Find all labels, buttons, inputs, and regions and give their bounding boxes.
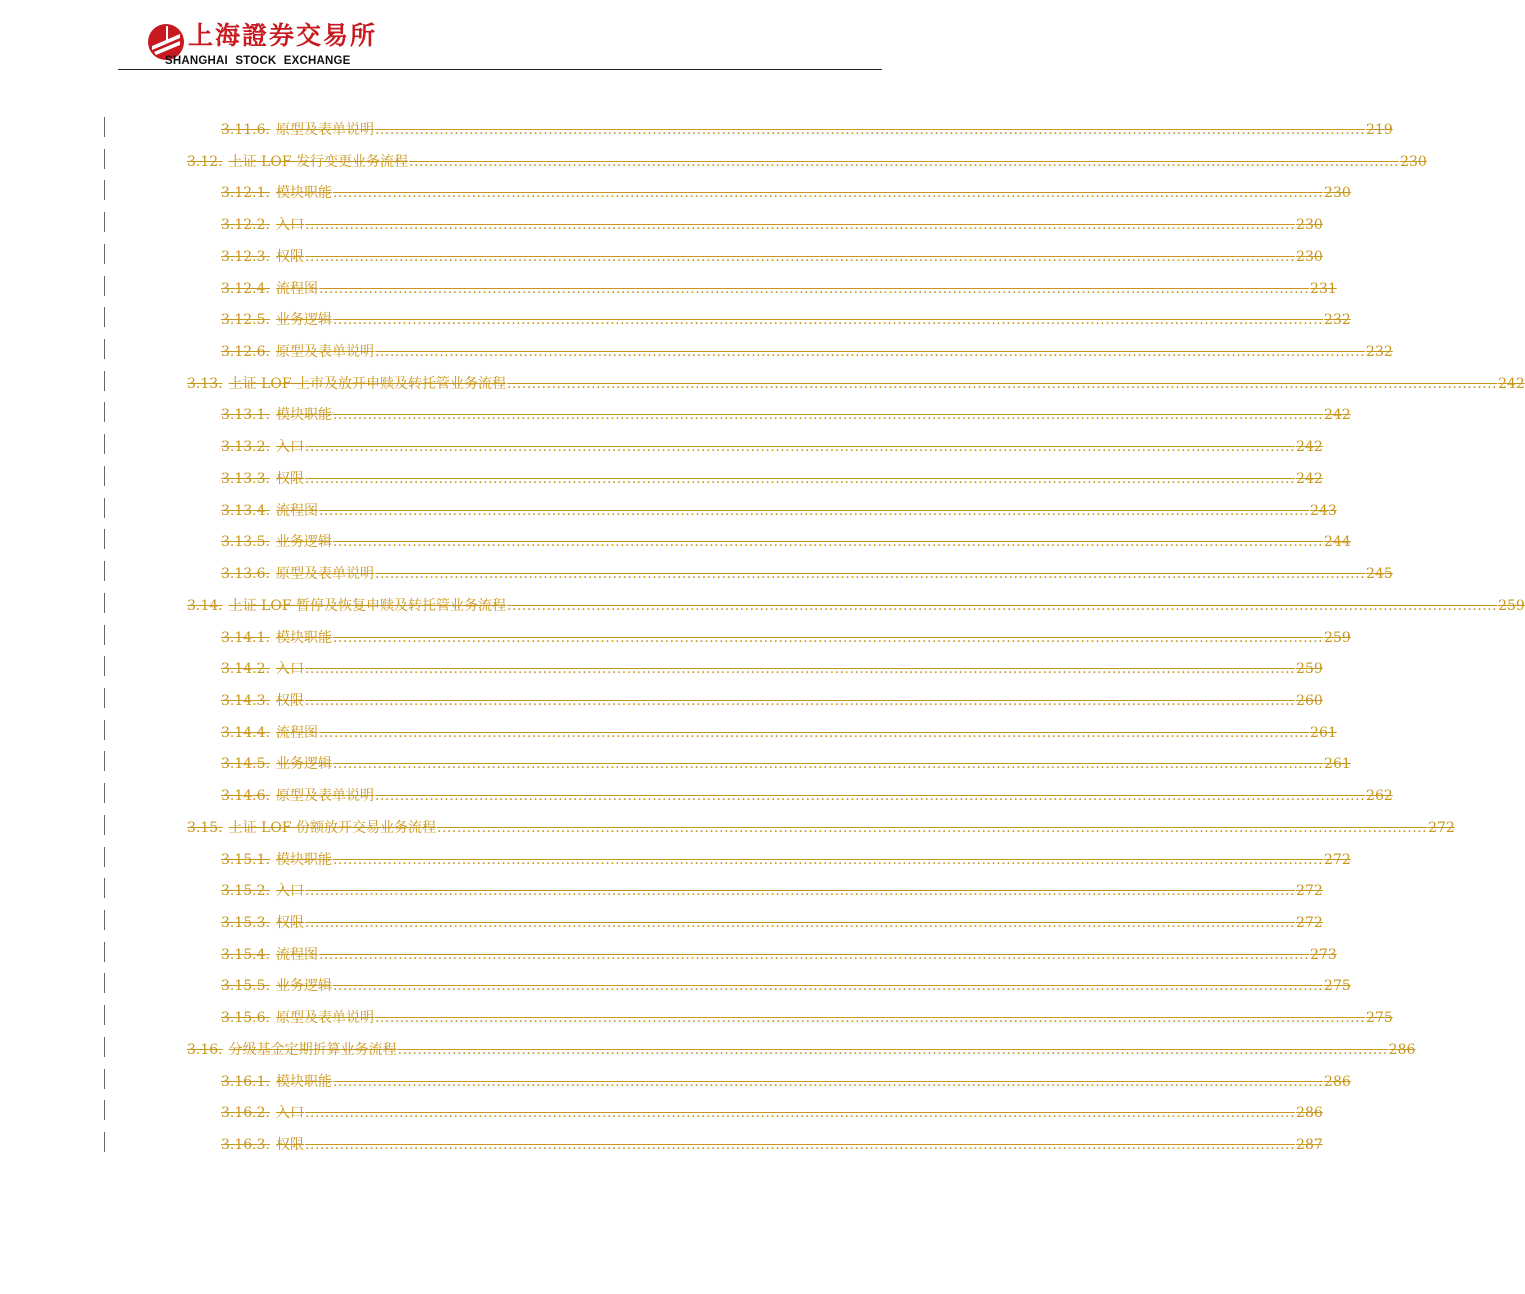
toc-entry-number: 3.15. xyxy=(187,819,223,836)
toc-row xyxy=(0,334,1393,366)
toc-entry-page-number: 232 xyxy=(1324,312,1351,329)
toc-entry-number: 3.13.5. xyxy=(221,534,270,551)
toc-entry-number: 3.16.2. xyxy=(221,1105,270,1122)
revision-change-bar xyxy=(104,656,105,676)
toc-entry-title: 入口 xyxy=(275,883,304,900)
toc-entry-page-number: 287 xyxy=(1296,1137,1323,1154)
toc-entry-title: 原型及表单说明 xyxy=(275,1010,374,1027)
toc-row xyxy=(0,271,1337,303)
toc-entry-link[interactable] xyxy=(221,910,1323,932)
toc-entry-number: 3.12.5. xyxy=(221,312,270,329)
toc-entry-link[interactable] xyxy=(221,244,1323,266)
toc-dot-leader: ........................................................................................................................................................................................................ xyxy=(374,122,1366,138)
toc-row xyxy=(0,715,1337,747)
toc-entry-title: 业务逻辑 xyxy=(275,756,332,773)
toc-row xyxy=(0,524,1351,556)
toc-entry-page-number: 259 xyxy=(1324,629,1351,646)
toc-row xyxy=(0,1064,1351,1096)
toc-entry-page-number: 230 xyxy=(1324,185,1351,202)
toc-entry-title: 入口 xyxy=(275,661,304,678)
toc-entry-title: 业务逻辑 xyxy=(275,978,332,995)
revision-change-bar xyxy=(104,1069,105,1089)
toc-row xyxy=(0,588,1525,620)
toc-row xyxy=(0,112,1393,144)
toc-dot-leader: ........................................................................................................................................................................................................ xyxy=(332,756,1324,773)
toc-row xyxy=(0,810,1455,842)
toc-entry-number: 3.15.3. xyxy=(221,915,270,931)
toc-entry-link[interactable] xyxy=(221,402,1351,424)
toc-row xyxy=(0,397,1351,429)
toc-entry-link[interactable] xyxy=(221,1069,1351,1091)
toc-row xyxy=(0,683,1323,715)
toc-entry-title: 上证 LOF 份额放开交易业务流程 xyxy=(228,819,437,836)
toc-dot-leader: ........................................................................................................................................................................................................ xyxy=(332,851,1324,868)
toc-dot-leader: ........................................................................................................................................................................................................ xyxy=(304,439,1296,456)
toc-entry-link[interactable] xyxy=(221,276,1337,298)
toc-entry-page-number: 261 xyxy=(1324,756,1351,773)
toc-entry-page-number: 272 xyxy=(1296,883,1323,900)
toc-entry-page-number: 230 xyxy=(1296,248,1323,265)
toc-dot-leader: ........................................................................................................................................................................................................ xyxy=(332,1073,1324,1090)
toc-entry-link[interactable] xyxy=(221,434,1323,456)
toc-entry-link[interactable] xyxy=(187,149,1427,171)
toc-entry-page-number: 261 xyxy=(1310,724,1337,741)
revision-change-bar xyxy=(104,402,105,422)
toc-row xyxy=(0,366,1525,398)
toc-entry-link[interactable] xyxy=(221,847,1351,869)
toc-dot-leader: ........................................................................................................................................................................................................ xyxy=(318,946,1310,963)
toc-entry-page-number: 245 xyxy=(1366,566,1393,583)
toc-entry-title: 权限 xyxy=(275,248,304,265)
logo-chinese-name: 上海證券交易所 xyxy=(188,21,378,50)
toc-row xyxy=(0,1032,1416,1064)
toc-entry-link[interactable] xyxy=(221,561,1393,583)
revision-change-bar xyxy=(104,117,105,137)
revision-change-bar xyxy=(104,307,105,327)
revision-change-bar xyxy=(104,276,105,296)
toc-entry-title: 模块职能 xyxy=(275,629,332,646)
toc-entry-title: 原型及表单说明 xyxy=(275,122,374,138)
revision-change-bar xyxy=(104,973,105,993)
toc-entry-link[interactable] xyxy=(221,307,1351,329)
toc-dot-leader: ........................................................................................................................................................................................................ xyxy=(318,280,1310,297)
revision-change-bar xyxy=(104,878,105,898)
logo-english-name: SHANGHAI STOCK EXCHANGE xyxy=(165,55,351,67)
toc-entry-number: 3.12.3. xyxy=(221,248,270,265)
toc-entry-link[interactable] xyxy=(221,498,1337,520)
toc-entry-link[interactable] xyxy=(221,942,1337,964)
toc-entry-link[interactable] xyxy=(221,212,1323,234)
toc-dot-leader: ........................................................................................................................................................................................................ xyxy=(374,566,1366,583)
toc-row xyxy=(0,556,1393,588)
toc-entry-link[interactable] xyxy=(221,339,1393,361)
toc-entry-page-number: 262 xyxy=(1366,788,1393,805)
toc-row xyxy=(0,144,1427,176)
toc-entry-page-number: 272 xyxy=(1296,915,1323,931)
revision-change-bar xyxy=(104,720,105,740)
revision-change-bar xyxy=(104,1037,105,1057)
toc-entry-page-number: 275 xyxy=(1324,978,1351,995)
toc-dot-leader: ........................................................................................................................................................................................................ xyxy=(437,819,1428,836)
toc-dot-leader: ........................................................................................................................................................................................................ xyxy=(304,692,1296,709)
toc-entry-title: 权限 xyxy=(275,692,304,709)
toc-entry-page-number: 260 xyxy=(1296,692,1323,709)
toc-row xyxy=(0,1000,1393,1032)
toc-entry-link[interactable] xyxy=(221,751,1351,773)
toc-row xyxy=(0,746,1351,778)
toc-dot-leader: ........................................................................................................................................................................................................ xyxy=(374,788,1366,805)
toc-row xyxy=(0,461,1323,493)
toc-dot-leader: ........................................................................................................................................................................................................ xyxy=(304,915,1296,931)
toc-entry-link[interactable] xyxy=(221,878,1323,900)
toc-entry-link[interactable] xyxy=(221,1005,1393,1027)
toc-entry-link[interactable] xyxy=(221,973,1351,995)
toc-entry-page-number: 242 xyxy=(1296,470,1323,487)
revision-change-bar xyxy=(104,561,105,581)
toc-entry-link[interactable] xyxy=(187,1037,1416,1059)
toc-entry-title: 业务逻辑 xyxy=(275,312,332,329)
toc-row xyxy=(0,175,1351,207)
toc-entry-number: 3.16.1. xyxy=(221,1073,270,1090)
revision-change-bar xyxy=(104,1132,105,1152)
toc-entry-title: 分级基金定期折算业务流程 xyxy=(228,1041,397,1058)
toc-entry-number: 3.13.6. xyxy=(221,566,270,583)
revision-change-bar xyxy=(104,783,105,803)
toc-dot-leader: ........................................................................................................................................................................................................ xyxy=(374,344,1366,361)
revision-change-bar xyxy=(104,498,105,518)
revision-change-bar xyxy=(104,371,105,391)
toc-dot-leader: ........................................................................................................................................................................................................ xyxy=(332,185,1324,202)
toc-entry-title: 模块职能 xyxy=(275,851,332,868)
toc-entry-title: 模块职能 xyxy=(275,407,332,424)
toc-entry-link[interactable] xyxy=(221,656,1323,678)
revision-change-bar xyxy=(104,815,105,835)
toc-dot-leader: ........................................................................................................................................................................................................ xyxy=(332,312,1324,329)
toc-entry-page-number: 259 xyxy=(1498,597,1525,614)
toc-dot-leader: ........................................................................................................................................................................................................ xyxy=(409,153,1400,170)
toc-row xyxy=(0,842,1351,874)
toc-entry-link[interactable] xyxy=(221,688,1323,710)
toc-entry-title: 权限 xyxy=(275,470,304,487)
toc-entry-title: 入口 xyxy=(275,439,304,456)
toc-entry-page-number: 286 xyxy=(1296,1105,1323,1122)
toc-entry-number: 3.12.6. xyxy=(221,344,270,361)
toc-entry-number: 3.13.4. xyxy=(221,502,270,519)
toc-entry-page-number: 272 xyxy=(1428,819,1455,836)
toc-entry-title: 入口 xyxy=(275,217,304,234)
toc-entry-link[interactable] xyxy=(221,529,1351,551)
toc-entry-number: 3.15.4. xyxy=(221,946,270,963)
toc-entry-page-number: 230 xyxy=(1400,153,1427,170)
toc-entry-title: 流程图 xyxy=(275,946,318,963)
revision-change-bar xyxy=(104,529,105,549)
revision-change-bar xyxy=(104,1100,105,1120)
revision-change-bar xyxy=(104,180,105,200)
toc-entry-title: 模块职能 xyxy=(275,1073,332,1090)
toc-entry-title: 上证 LOF 发行变更业务流程 xyxy=(228,153,409,170)
toc-row xyxy=(0,302,1351,334)
toc-entry-link[interactable] xyxy=(221,1100,1323,1122)
toc-entry-number: 3.14. xyxy=(187,597,223,614)
toc-entry-number: 3.13.2. xyxy=(221,439,270,456)
toc-entry-link[interactable] xyxy=(221,180,1351,202)
revision-change-bar xyxy=(104,244,105,264)
toc-dot-leader: ........................................................................................................................................................................................................ xyxy=(304,1137,1296,1154)
toc-entry-link[interactable] xyxy=(221,783,1393,805)
toc-entry-number: 3.11.6. xyxy=(221,122,270,138)
header-divider xyxy=(118,69,882,70)
toc-row xyxy=(0,905,1323,937)
toc-entry-number: 3.14.6. xyxy=(221,788,270,805)
toc-entry-number: 3.15.6. xyxy=(221,1010,270,1027)
toc-dot-leader: ........................................................................................................................................................................................................ xyxy=(304,883,1296,900)
toc-entry-number: 3.13. xyxy=(187,375,223,392)
revision-change-bar xyxy=(104,466,105,486)
toc-dot-leader: ........................................................................................................................................................................................................ xyxy=(332,407,1324,424)
toc-entry-number: 3.13.1. xyxy=(221,407,270,424)
toc-entry-page-number: 259 xyxy=(1296,661,1323,678)
toc-dot-leader: ........................................................................................................................................................................................................ xyxy=(507,597,1498,614)
toc-entry-title: 上证 LOF 上市及放开申赎及转托管业务流程 xyxy=(228,375,507,392)
toc-row xyxy=(0,493,1337,525)
toc-dot-leader: ........................................................................................................................................................................................................ xyxy=(318,502,1310,519)
toc-entry-number: 3.12. xyxy=(187,153,223,170)
toc-row xyxy=(0,1127,1323,1159)
toc-row xyxy=(0,651,1323,683)
revision-change-bar xyxy=(104,688,105,708)
revision-change-bar xyxy=(104,910,105,930)
toc-dot-leader: ........................................................................................................................................................................................................ xyxy=(304,1105,1296,1122)
toc-dot-leader: ........................................................................................................................................................................................................ xyxy=(332,534,1324,551)
toc-entry-number: 3.12.4. xyxy=(221,280,270,297)
toc-entry-link[interactable] xyxy=(221,625,1351,647)
toc-entry-number: 3.14.2. xyxy=(221,661,270,678)
toc-entry-title: 原型及表单说明 xyxy=(275,788,374,805)
toc-entry-page-number: 231 xyxy=(1310,280,1337,297)
toc-entry-title: 入口 xyxy=(275,1105,304,1122)
toc-entry-title: 流程图 xyxy=(275,502,318,519)
toc-entry-title: 业务逻辑 xyxy=(275,534,332,551)
toc-dot-leader: ........................................................................................................................................................................................................ xyxy=(332,629,1324,646)
toc-entry-page-number: 219 xyxy=(1366,122,1393,138)
toc-entry-page-number: 286 xyxy=(1324,1073,1351,1090)
toc-entry-link[interactable] xyxy=(187,371,1525,393)
revision-change-bar xyxy=(104,212,105,232)
toc-row xyxy=(0,620,1351,652)
toc-row xyxy=(0,968,1351,1000)
revision-change-bar xyxy=(104,847,105,867)
toc-entry-title: 权限 xyxy=(275,915,304,931)
revision-change-bar xyxy=(104,339,105,359)
toc-row xyxy=(0,1095,1323,1127)
toc-entry-title: 原型及表单说明 xyxy=(275,566,374,583)
toc-entry-number: 3.14.3. xyxy=(221,692,270,709)
toc-entry-link[interactable] xyxy=(221,1132,1323,1154)
toc-entry-link[interactable] xyxy=(221,117,1393,139)
toc-entry-link[interactable] xyxy=(221,466,1323,488)
toc-entry-number: 3.16.3. xyxy=(221,1137,270,1154)
toc-dot-leader: ........................................................................................................................................................................................................ xyxy=(318,724,1310,741)
toc-entry-number: 3.13.3. xyxy=(221,470,270,487)
toc-dot-leader: ........................................................................................................................................................................................................ xyxy=(374,1010,1366,1027)
toc-entry-page-number: 242 xyxy=(1324,407,1351,424)
revision-change-bar xyxy=(104,434,105,454)
toc-entry-number: 3.14.4. xyxy=(221,724,270,741)
toc-dot-leader: ........................................................................................................................................................................................................ xyxy=(304,248,1296,265)
toc-entry-page-number: 273 xyxy=(1310,946,1337,963)
toc-dot-leader: ........................................................................................................................................................................................................ xyxy=(332,978,1324,995)
toc-entry-number: 3.15.5. xyxy=(221,978,270,995)
revision-change-bar xyxy=(104,593,105,613)
toc-entry-title: 原型及表单说明 xyxy=(275,344,374,361)
toc-entry-page-number: 230 xyxy=(1296,217,1323,234)
revision-change-bar xyxy=(104,149,105,169)
toc-entry-title: 权限 xyxy=(275,1137,304,1154)
toc-dot-leader: ........................................................................................................................................................................................................ xyxy=(304,661,1296,678)
toc-entry-number: 3.16. xyxy=(187,1041,223,1058)
toc-entry-link[interactable] xyxy=(187,593,1525,615)
toc-dot-leader: ........................................................................................................................................................................................................ xyxy=(397,1041,1388,1058)
toc-dot-leader: ........................................................................................................................................................................................................ xyxy=(304,217,1296,234)
toc-entry-link[interactable] xyxy=(187,815,1455,837)
toc-dot-leader: ........................................................................................................................................................................................................ xyxy=(304,470,1296,487)
toc-entry-number: 3.14.5. xyxy=(221,756,270,773)
revision-change-bar xyxy=(104,1005,105,1025)
toc-entry-title: 流程图 xyxy=(275,724,318,741)
toc-entry-title: 模块职能 xyxy=(275,185,332,202)
toc-entry-page-number: 242 xyxy=(1498,375,1525,392)
revision-change-bar xyxy=(104,625,105,645)
toc-row xyxy=(0,429,1323,461)
toc-entry-page-number: 244 xyxy=(1324,534,1351,551)
toc-row xyxy=(0,239,1323,271)
page-header xyxy=(118,18,882,72)
toc-entry-number: 3.12.2. xyxy=(221,217,270,234)
toc-entry-page-number: 242 xyxy=(1296,439,1323,456)
toc-entry-page-number: 243 xyxy=(1310,502,1337,519)
toc-dot-leader: ........................................................................................................................................................................................................ xyxy=(507,375,1498,392)
toc-row xyxy=(0,937,1337,969)
toc-entry-number: 3.15.1. xyxy=(221,851,270,868)
revision-change-bar xyxy=(104,751,105,771)
toc-entry-page-number: 275 xyxy=(1366,1010,1393,1027)
toc-entry-number: 3.14.1. xyxy=(221,629,270,646)
toc-entry-link[interactable] xyxy=(221,720,1337,742)
toc-entry-page-number: 232 xyxy=(1366,344,1393,361)
toc-entry-title: 流程图 xyxy=(275,280,318,297)
toc-entry-number: 3.15.2. xyxy=(221,883,270,900)
toc-entry-number: 3.12.1. xyxy=(221,185,270,202)
toc-entry-page-number: 286 xyxy=(1388,1041,1416,1058)
revision-change-bar xyxy=(104,942,105,962)
toc-entry-title: 上证 LOF 暂停及恢复申赎及转托管业务流程 xyxy=(228,597,507,614)
toc-row xyxy=(0,873,1323,905)
toc-row xyxy=(0,778,1393,810)
toc-entry-page-number: 272 xyxy=(1324,851,1351,868)
toc-row xyxy=(0,207,1323,239)
